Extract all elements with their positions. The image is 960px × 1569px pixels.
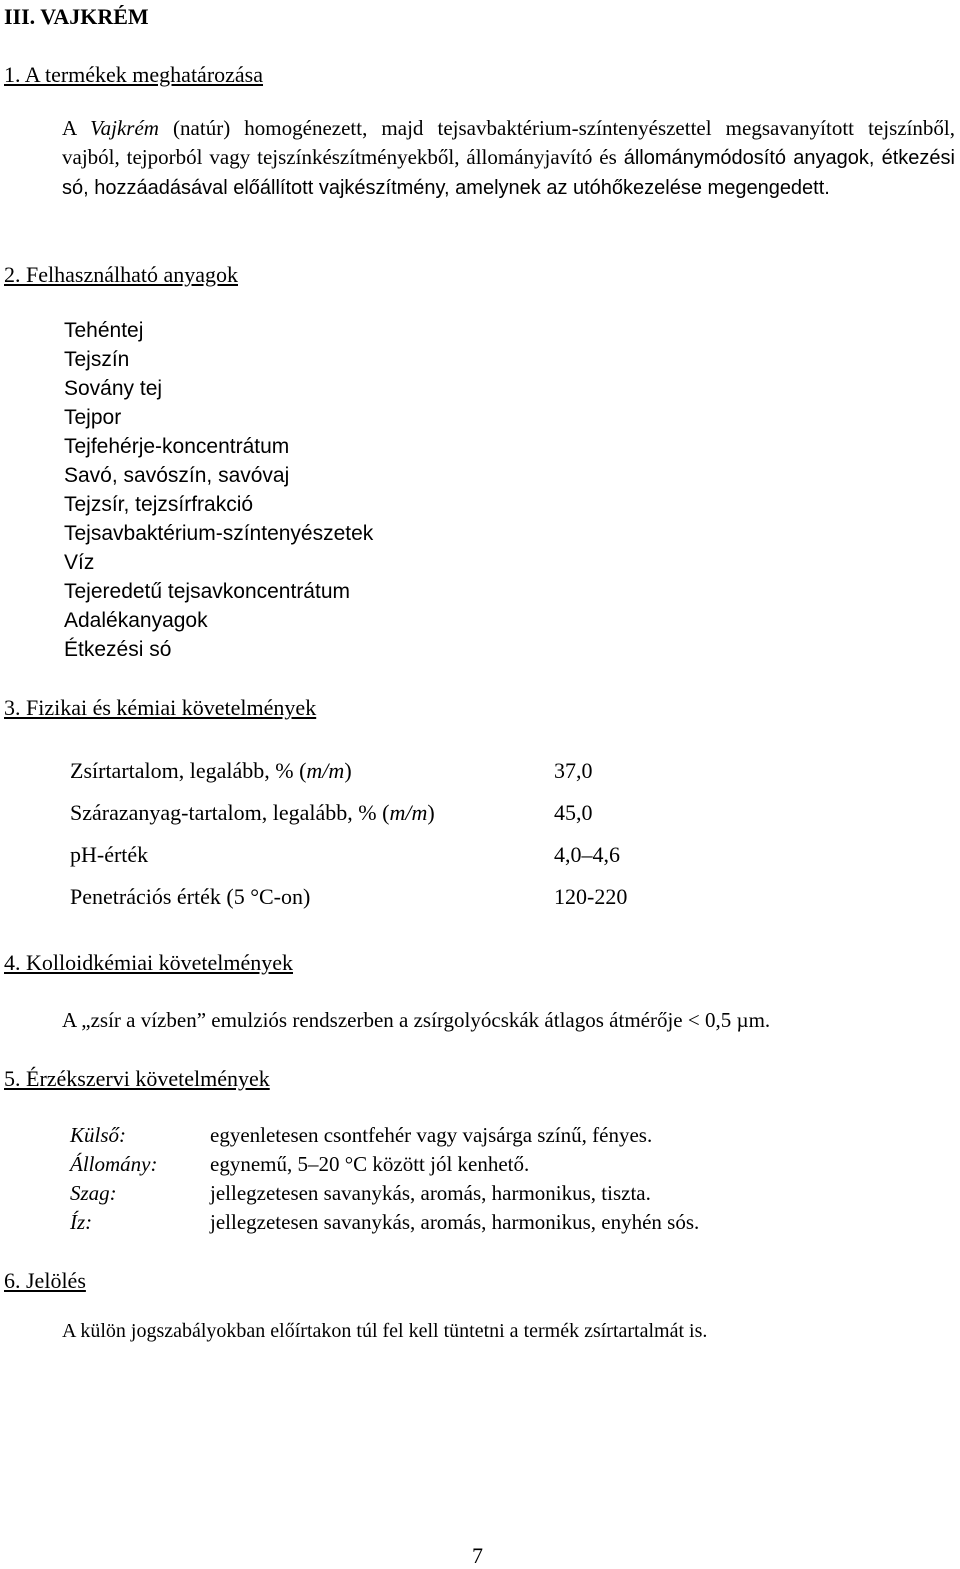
requirement-value: 45,0 (554, 800, 593, 825)
definition-text-b: (natúr) homogénezett, majd tejsavbaktérium-színtenyészettel megsavanyított tejszínből, vajból, tejporból vagy tejszínkészítményekből, állományjavító és (62, 116, 955, 169)
list-item: Savó, savószín, savóvaj (64, 464, 290, 487)
requirement-row-penetration (70, 884, 770, 914)
sensory-key: Íz: (70, 1210, 93, 1234)
definition-text-a: A (62, 116, 91, 140)
list-item: Tejeredetű tejsavkoncentrátum (64, 580, 350, 603)
requirement-value: 120-220 (554, 884, 628, 909)
page-number: 7 (472, 1543, 483, 1568)
list-item: Tejfehérje-koncentrátum (64, 435, 290, 458)
sensory-value: jellegzetesen savanykás, aromás, harmonikus, tiszta. (210, 1181, 651, 1205)
requirement-label: Penetrációs érték (5 °C-on) (70, 884, 311, 909)
requirement-value: 37,0 (554, 758, 593, 783)
requirement-label: pH-érték (70, 842, 149, 867)
labeling-text: A külön jogszabályokban előírtakon túl fel kell tüntetni a termék zsírtartalmát is. (62, 1320, 708, 1342)
list-item: Adalékanyagok (64, 609, 208, 632)
section-heading-colloid: 4. Kolloidkémiai követelmények (4, 950, 293, 975)
list-item: Tejpor (64, 406, 122, 429)
product-name: Vajkrém (90, 116, 159, 140)
requirement-value: 4,0–4,6 (554, 842, 620, 867)
requirement-label: Zsírtartalom, legalább, % (m/m) (70, 758, 352, 783)
definition-paragraph (62, 114, 955, 203)
requirement-row-fat (70, 758, 770, 788)
requirement-row-ph (70, 842, 770, 872)
list-item: Tejzsír, tejzsírfrakció (64, 493, 254, 516)
sensory-value: egyenletesen csontfehér vagy vajsárga színű, fényes. (210, 1123, 653, 1147)
section-heading-ingredients: 2. Felhasználható anyagok (4, 262, 238, 287)
list-item: Tejsavbaktérium-színtenyészetek (64, 522, 374, 545)
sensory-value: jellegzetesen savanykás, aromás, harmonikus, enyhén sós. (210, 1210, 700, 1234)
definition-text-c: állománymódosító anyagok, étkezési só, hozzáadásával előállított vajkészítmény, amelynek az utóhőkezelése megengedett. (62, 147, 955, 199)
list-item: Tehéntej (64, 319, 144, 342)
sensory-key: Külső: (70, 1123, 127, 1147)
section-heading-definition: 1. A termékek meghatározása (4, 62, 264, 87)
colloid-requirement-text: A „zsír a vízben” emulziós rendszerben a zsírgolyócskák átlagos átmérője < 0,5 µm. (62, 1008, 771, 1032)
ingredients-list (64, 316, 373, 664)
document-title: III. VAJKRÉM (4, 4, 149, 29)
section-heading-sensory: 5. Érzékszervi követelmények (4, 1066, 270, 1091)
sensory-key: Állomány: (70, 1152, 158, 1176)
requirement-label: Szárazanyag-tartalom, legalább, % (m/m) (70, 800, 435, 825)
list-item: Tejszín (64, 348, 130, 371)
list-item: Víz (64, 551, 95, 574)
sensory-key: Szag: (70, 1181, 117, 1205)
list-item: Étkezési só (64, 638, 172, 661)
list-item: Sovány tej (64, 377, 163, 400)
section-heading-labeling: 6. Jelölés (4, 1268, 86, 1293)
requirement-row-dry-matter (70, 800, 770, 830)
section-heading-physical-chemical: 3. Fizikai és kémiai követelmények (4, 695, 317, 720)
sensory-value: egynemű, 5–20 °C között jól kenhető. (210, 1152, 530, 1176)
